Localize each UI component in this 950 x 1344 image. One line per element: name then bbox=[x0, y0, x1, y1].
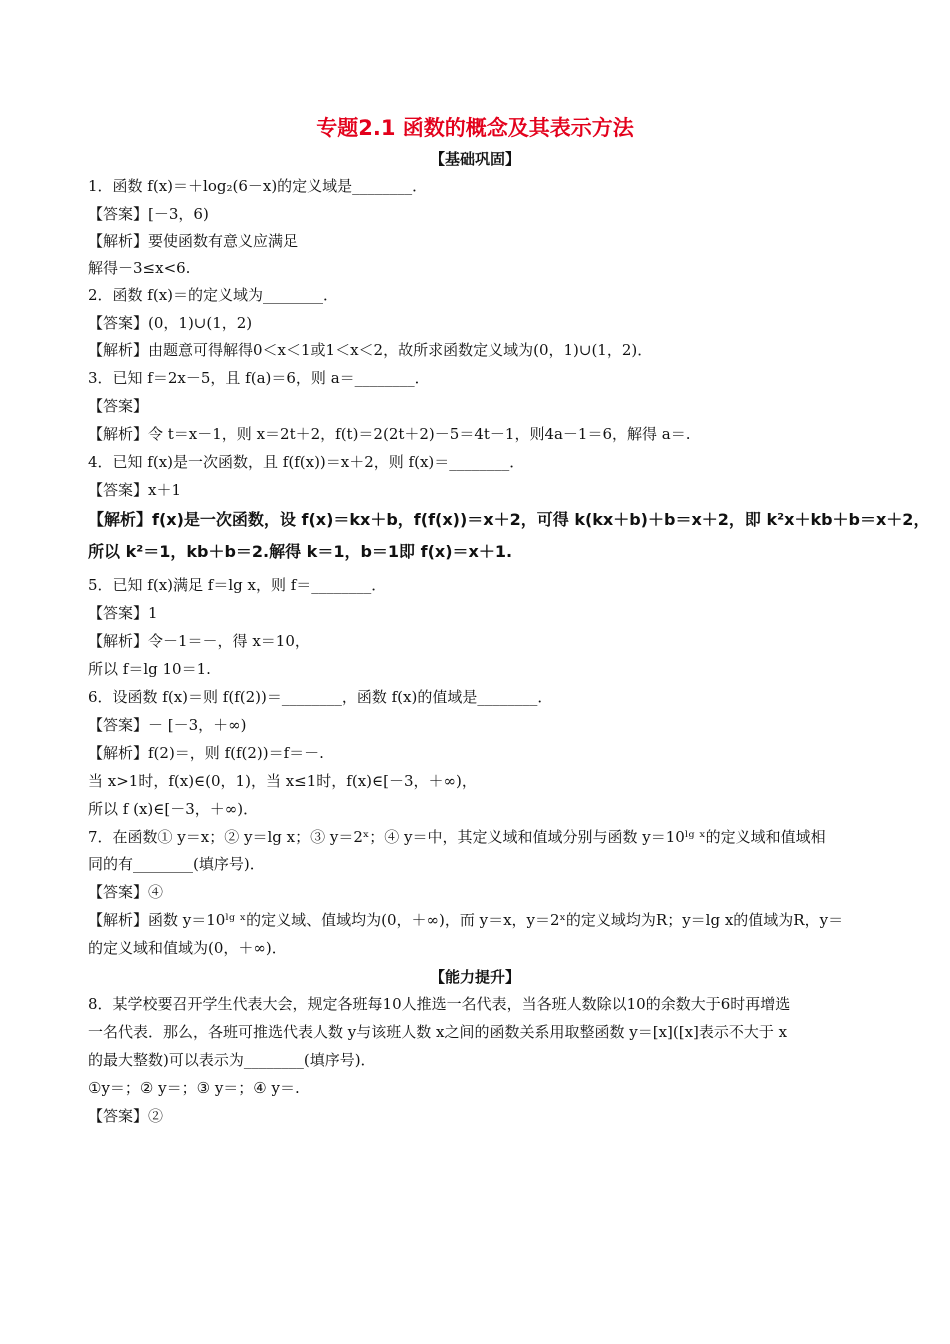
text-line: 【解析】f(2)＝，则 f(f(2))＝f＝－. bbox=[88, 744, 324, 762]
text-line: 的最大整数)可以表示为________(填序号)． bbox=[88, 1051, 376, 1069]
text-line: 【答案】② bbox=[88, 1107, 164, 1125]
text-line: 3．已知 f＝2x－5，且 f(a)＝6，则 a＝________． bbox=[88, 369, 430, 387]
text-line: 8．某学校要召开学生代表大会，规定各班每10人推选一名代表，当各班人数除以10的余数大于6时再增选 bbox=[88, 995, 791, 1013]
text-line: 【答案】－ [－3，＋∞) bbox=[88, 716, 247, 734]
text-line: 【解析】令 t＝x－1，则 x＝2t＋2，f(t)＝2(2t＋2)－5＝4t－1，则4a－1＝6，解得 a＝. bbox=[88, 425, 691, 443]
page-title: 专题2.1 函数的概念及其表示方法 bbox=[316, 116, 634, 140]
text-line: 解得－3≤x<6. bbox=[88, 259, 191, 277]
text-line: 同的有________(填序号)． bbox=[88, 855, 265, 873]
text-line: 【解析】由题意可得解得0＜x＜1或1＜x＜2，故所求函数定义域为(0，1)∪(1，2)． bbox=[88, 341, 653, 359]
text-line: 【答案】1 bbox=[88, 604, 158, 622]
text-line: 【答案】x＋1 bbox=[88, 481, 182, 499]
text-line-bold: 所以 k²＝1，kb＋b＝2.解得 k＝1，b＝1即 f(x)＝x＋1. bbox=[88, 542, 513, 561]
section-heading-basic: 【基础巩固】 bbox=[429, 150, 520, 168]
text-line: 【答案】[－3，6) bbox=[88, 205, 209, 223]
text-line: 的定义域和值域为(0，＋∞)． bbox=[88, 939, 287, 957]
text-line: ①y＝；② y＝；③ y＝；④ y＝. bbox=[88, 1079, 300, 1097]
text-line: 所以 f (x)∈[－3，＋∞)． bbox=[88, 800, 259, 818]
text-line: 【答案】(0，1)∪(1，2) bbox=[88, 314, 253, 332]
text-line: 【解析】要使函数有意义应满足 bbox=[88, 232, 299, 250]
text-line: 【答案】 bbox=[88, 397, 149, 415]
text-line: 当 x>1时，f(x)∈(0，1)，当 x≤1时，f(x)∈[－3，＋∞)， bbox=[88, 772, 477, 790]
text-line: 4．已知 f(x)是一次函数，且 f(f(x))＝x＋2，则 f(x)＝________． bbox=[88, 453, 525, 471]
text-line: 7．在函数① y＝x；② y＝lg x；③ y＝2ˣ；④ y＝中，其定义域和值域分别与函数 y＝10ˡᵍ ˣ的定义域和值域相 bbox=[88, 828, 826, 846]
text-line: 所以 f＝lg 10＝1. bbox=[88, 660, 211, 678]
text-line: 6．设函数 f(x)＝则 f(f(2))＝________，函数 f(x)的值域是________． bbox=[88, 688, 553, 706]
section-heading-advanced: 【能力提升】 bbox=[429, 968, 520, 986]
text-line: 【解析】令－1＝－，得 x＝10， bbox=[88, 632, 310, 650]
text-line: 5．已知 f(x)满足 f＝lg x，则 f＝________． bbox=[88, 576, 387, 594]
text-line: 一名代表．那么，各班可推选代表人数 y与该班人数 x之间的函数关系用取整函数 y＝[x]([x]表示不大于 x bbox=[88, 1023, 788, 1041]
text-line: 【答案】④ bbox=[88, 883, 164, 901]
text-line-bold: 【解析】f(x)是一次函数，设 f(x)＝kx＋b，f(f(x))＝x＋2，可得 k(kx＋b)＋b＝x＋2，即 k²x＋kb＋b＝x＋2， bbox=[88, 510, 930, 529]
text-line: 1．函数 f(x)＝＋log₂(6－x)的定义域是________． bbox=[88, 177, 428, 195]
text-line: 2．函数 f(x)＝的定义域为________． bbox=[88, 286, 339, 304]
text-line: 【解析】函数 y＝10ˡᵍ ˣ的定义域、值域均为(0，＋∞)，而 y＝x，y＝2ˣ的定义域均为R；y＝lg x的值域为R，y＝ bbox=[88, 911, 844, 929]
